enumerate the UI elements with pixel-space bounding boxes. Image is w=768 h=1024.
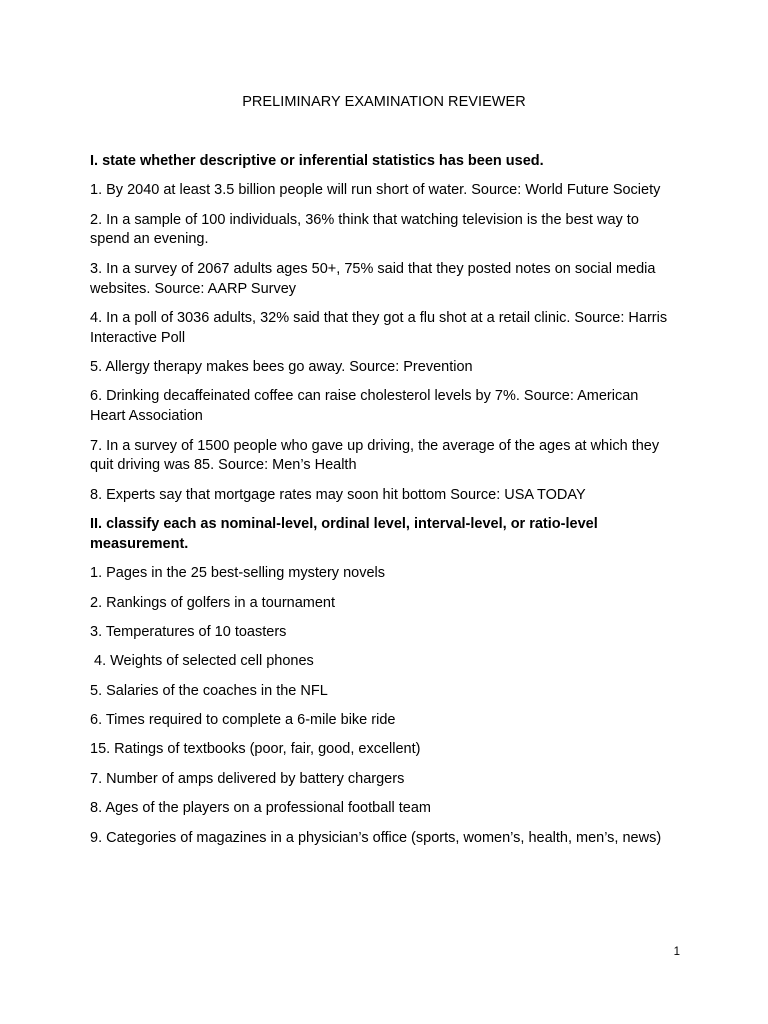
section-1-item: 4. In a poll of 3036 adults, 32% said that they got a flu shot at a retail clinic. Source: Harris Interactive Poll — [90, 309, 668, 346]
section-2-item: 5. Salaries of the coaches in the NFL — [90, 682, 328, 699]
section-2-item: 7. Number of amps delivered by battery chargers — [90, 770, 405, 787]
section-2-heading: II. classify each as nominal-level, ordinal level, interval-level, or ratio-level measurement. — [90, 516, 598, 552]
section-1-heading: I. state whether descriptive or inferential statistics has been used. — [90, 153, 544, 169]
section-2-item: 4. Weights of selected cell phones — [94, 653, 314, 670]
section-1-item: 5. Allergy therapy makes bees go away. Source: Prevention — [90, 359, 473, 376]
section-2-item: 6. Times required to complete a 6-mile bike ride — [90, 712, 396, 729]
section-1-item: 6. Drinking decaffeinated coffee can raise cholesterol levels by 7%. Source: American Heart Association — [90, 388, 639, 425]
section-1-item: 8. Experts say that mortgage rates may soon hit bottom Source: USA TODAY — [90, 486, 586, 503]
section-2-item: 1. Pages in the 25 best-selling mystery novels — [90, 565, 385, 582]
section-2-item: 15. Ratings of textbooks (poor, fair, good, excellent) — [90, 741, 421, 758]
section-1-item: 3. In a survey of 2067 adults ages 50+, 75% said that they posted notes on social media websites. Source: AARP Survey — [90, 260, 656, 297]
document-body — [90, 152, 675, 858]
section-2-item: 3. Temperatures of 10 toasters — [90, 623, 287, 640]
document-title: PRELIMINARY EXAMINATION REVIEWER — [242, 94, 526, 110]
section-1-item: 7. In a survey of 1500 people who gave up driving, the average of the ages at which they quit driving was 85. Source: Men’s Health — [90, 437, 660, 474]
section-1-item: 2. In a sample of 100 individuals, 36% think that watching television is the best way to spend an evening. — [90, 211, 639, 248]
section-2-item: 9. Categories of magazines in a physician’s office (sports, women’s, health, men’s, news) — [90, 829, 662, 846]
section-2-item: 2. Rankings of golfers in a tournament — [90, 594, 336, 611]
section-2-item: 8. Ages of the players on a professional football team — [90, 800, 431, 817]
page-number: 1 — [673, 946, 680, 958]
section-1-item: 1. By 2040 at least 3.5 billion people will run short of water. Source: World Future Society — [90, 182, 661, 199]
